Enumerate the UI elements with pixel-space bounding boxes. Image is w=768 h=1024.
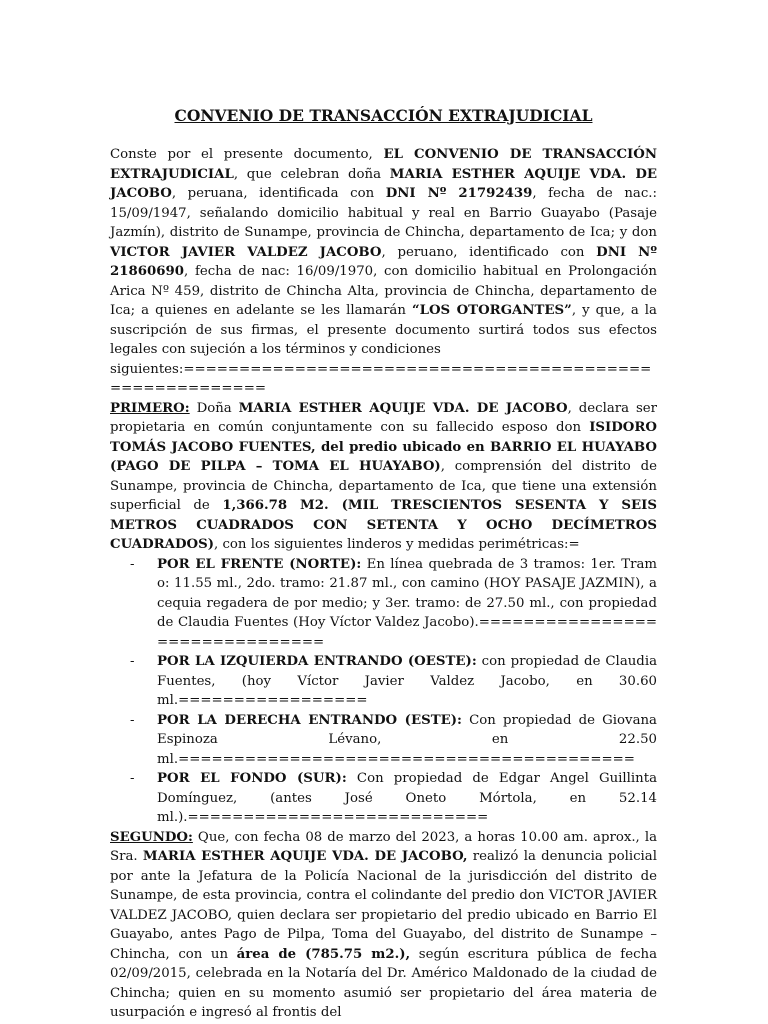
lindero-item [110,769,657,828]
list-dash: - [130,556,135,572]
primero-bold-2: ISIDORO TOMÁS JACOBO FUENTES, del predio ubicado en BARRIO EL HUAYABO (PAGO DE PILPA – TOMA EL HUAYABO) [110,420,657,474]
clause-segundo-heading: SEGUNDO: [110,829,193,845]
intro-bold-name-1: MARIA ESTHER AQUIJE VDA. DE JACOBO [110,166,657,201]
lindero-label: POR EL FRENTE (NORTE): [157,556,362,572]
lindero-item [110,555,657,653]
primero-text-2: , declara ser propietaria en común conjuntamente con su fallecido esposo don [110,400,657,435]
primero-text-1: Doña [189,400,239,416]
intro-text-7: , y que, a la suscripción de sus firmas, el presente documento surtirá todos sus efectos legales con sujeción a los términos y condiciones [110,303,657,357]
primero-bold-3: 1,366.78 M2. (MIL TRESCIENTOS SESENTA Y SEIS METROS CUADRADOS CON SETENTA Y OCHO DECÍMETROS CUADRADOS) [110,498,657,552]
list-dash: - [130,712,135,728]
primero-text-3: , comprensión del distrito de Sunampe, provincia de Chincha, departamento de Ica, que tiene una extensión superficial de [110,459,657,513]
lindero-text: Con propiedad de Edgar Angel Guillinta Domínguez, (antes José Oneto Mórtola, en 52.14 ml.).=========================== [157,771,657,825]
intro-text-6: , fecha de nac: 16/09/1970, con domicilio habitual en Prolongación Arica Nº 459, distrito de Chincha Alta, provincia de Chincha, departamento de Ica; a quienes en adelante se les llamarán [110,264,657,318]
intro-bold-otorgantes: “LOS OTORGANTES” [411,303,572,318]
intro-text-4: , fecha de nac.: 15/09/1947, señalando domicilio habitual y real en Barrio Guayabo (Pasaje Jazmín), distrito de Sunampe, provincia de Chincha, departamento de Ica; y don [110,186,657,240]
primero-text-4: , con los siguientes linderos y medidas perimétricas:= [214,537,580,552]
intro-text-3: , peruana, identificada con [171,186,386,201]
lindero-text: con propiedad de Claudia Fuentes, (hoy Víctor Javier Valdez Jacobo, en 30.60 ml.================= [157,654,657,708]
primero-bold-1: MARIA ESTHER AQUIJE VDA. DE JACOBO [238,400,568,416]
lindero-text: Con propiedad de Giovana Espinoza Lévano, en 22.50 ml.========================================= [157,712,657,767]
segundo-bold-1: MARIA ESTHER AQUIJE VDA. DE JACOBO, [142,849,468,864]
linderos-list [110,555,657,828]
segundo-bold-2: área de (785.75 m2.), [236,946,411,962]
lindero-label: POR LA IZQUIERDA ENTRANDO (OESTE): [157,654,477,669]
segundo-text-1: Que, con fecha 08 de marzo del 2023, a horas 10.00 am. aprox., la Sra. [110,829,657,864]
intro-siguientes-line: siguientes:======================================================== [110,361,652,396]
intro-bold-convenio: EL CONVENIO DE TRANSACCIÓN EXTRAJUDICIAL [110,147,657,182]
lindero-label: POR EL FONDO (SUR): [157,771,347,786]
intro-paragraph [110,145,657,360]
intro-bold-dni-1: DNI Nº 21792439 [385,186,533,201]
intro-text-5: , peruano, identificado con [381,244,597,260]
list-dash: - [130,654,135,669]
lindero-item [110,652,657,711]
intro-bold-name-2: VICTOR JAVIER VALDEZ JACOBO [110,244,382,260]
segundo-text-2: realizó la denuncia policial por ante la Jefatura de la Policía Nacional de la jurisdicción del distrito de Sunampe, de esta provincia, contra el colindante del predio don VICTOR JAVIER VALDEZ JACOBO, quien declara ser propietario del predio ubicado en Barrio El Guayabo, antes Pago de Pilpa, Toma del Guayabo, del distrito de Sunampe – Chincha, con un [110,849,657,962]
intro-text-2: , que celebran doña [233,166,390,182]
segundo-text-3: según escritura pública de fecha 02/09/2015, celebrada en la Notaría del Dr. Américo Maldonado de la ciudad de Chincha; quien en su momento asumió ser propietario del área materia de usurpación e ingresó al frontis del [110,946,658,1020]
lindero-text: En línea quebrada de 3 tramos: 1er. Tramo: 11.55 ml., 2do. tramo: 21.87 ml., con camino (HOY PASAJE JAZMIN), acequia regadera de por medio; y 3er. tramo: de 27.50 ml., con propiedad de Claudia Fuentes (Hoy Víctor Valdez Jacobo).=============================== [157,556,657,650]
lindero-item [110,711,657,770]
clause-primero [110,399,657,555]
clause-primero-heading: PRIMERO: [110,400,190,416]
lindero-label: POR LA DERECHA ENTRANDO (ESTE): [157,712,462,728]
intro-bold-dni-2: DNI Nº 21860690 [110,244,657,279]
document-title: CONVENIO DE TRANSACCIÓN EXTRAJUDICIAL [174,106,593,125]
clause-segundo [110,828,657,1023]
list-dash: - [130,771,135,786]
intro-text-1: Conste por el presente documento, [110,147,384,162]
